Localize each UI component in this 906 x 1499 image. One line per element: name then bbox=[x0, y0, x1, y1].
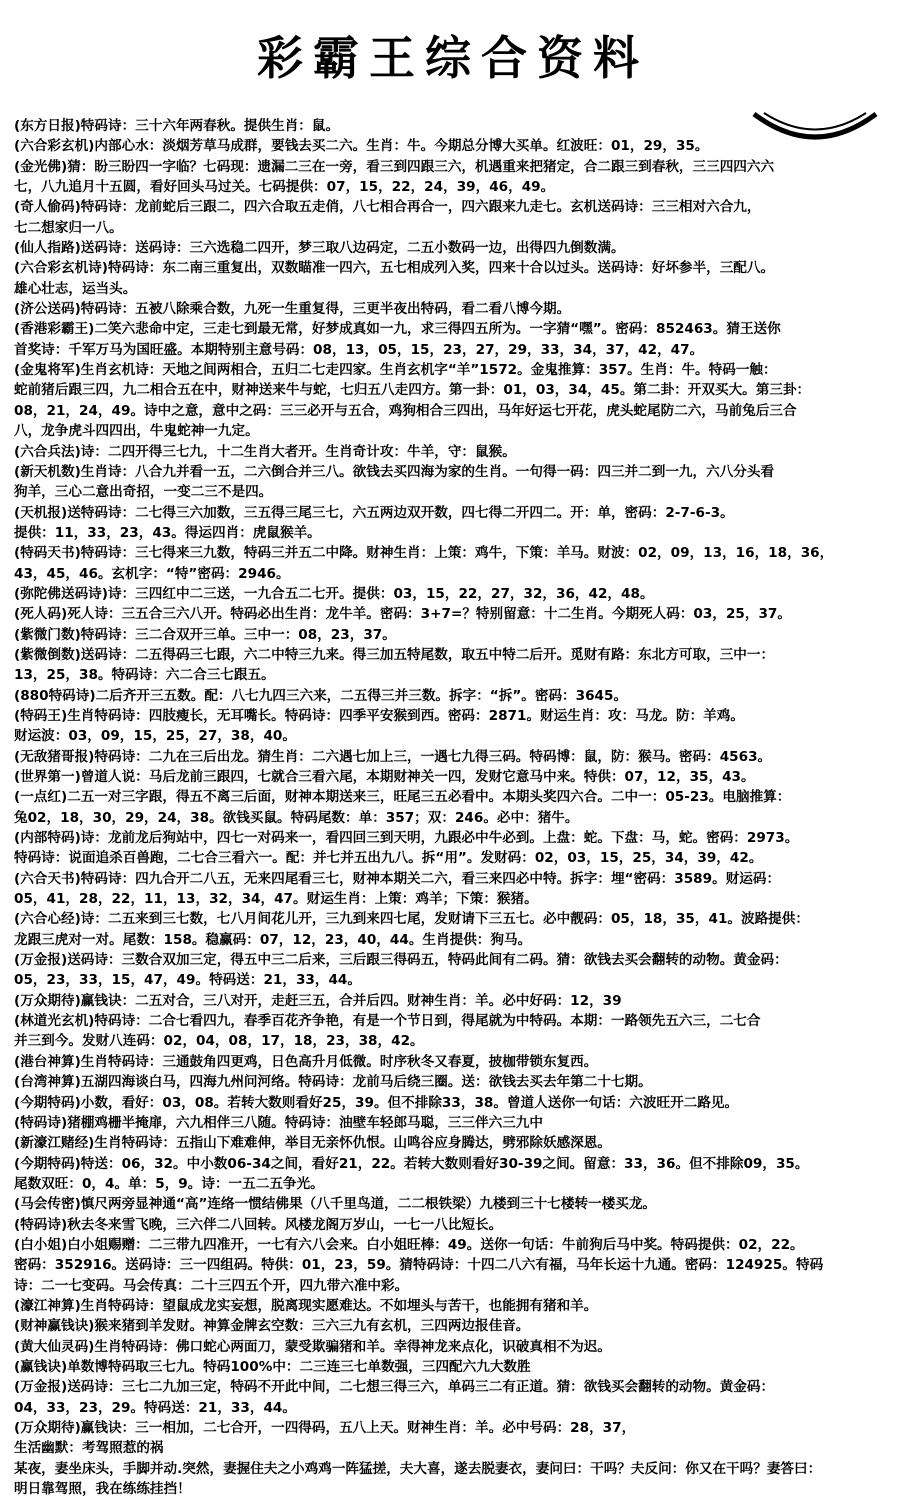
text-line: (弥陀佛送码诗)诗：三四红中二三送，一九合五二七开。提供：03，15，22，27，32，36，42，48。 bbox=[14, 585, 654, 602]
text-line: (赢钱诀)单数博特码取三七九。特码100%中：二三连三七单数强，三四配六九大数胜 bbox=[14, 1358, 531, 1375]
text-line: 财运波：03，09，15，25，27，38，40。 bbox=[14, 728, 296, 745]
text-line: (一点红)二五一对三字跟，得五不离三后面，财神本期送来三，旺尾三五必看中。本期头奖四六合。二中一：05-23。电脑推算： bbox=[14, 789, 791, 806]
text-line: 13，25，38。特码诗：六二合三七跟五。 bbox=[14, 667, 275, 684]
text-line: 04，33，23，29。特码送：21，33，44。 bbox=[14, 1399, 296, 1416]
text-line: (港台神算)生肖特码诗：三通鼓角四更鸡，日色高升月低微。时序秋冬又春夏，披枷带锁东复西。 bbox=[14, 1053, 598, 1070]
text-line: (紫微门数)特码诗：三二合双开三单。三中一：08，23，37。 bbox=[14, 626, 396, 643]
text-line: (林道光玄机)特码诗：二合七看四九，春季百花齐争艳，有是一个节日到，得尾就为中特码。本期：一路领先五六三，二七合 bbox=[14, 1013, 761, 1030]
text-line: 龙跟三虎对一对。尾数：158。稳赢码：07，12，23，40，44。生肖提供：狗马。 bbox=[14, 931, 532, 948]
text-line: (特码王)生肖特码诗：四肢瘦长，无耳嘴长。特码诗：四季平安猴到西。密码：2871。财运生肖：攻：马龙。防：羊鸡。 bbox=[14, 707, 744, 724]
text-line: 并三到今。发财八连码：02，04，08，17，18，23，38，42。 bbox=[14, 1033, 424, 1050]
text-line: 诗：二一七变码。马会传真：二十三四五个开，四九带六准中彩。 bbox=[14, 1277, 409, 1294]
text-line: (黄大仙灵码)生肖特码诗：佛口蛇心两面刀，蒙受欺骗猪和羊。幸得神龙来点化，识破真相不为迟。 bbox=[14, 1338, 611, 1355]
text-line: 明日靠驾照，我在练练挂挡！ bbox=[14, 1481, 191, 1498]
text-line: (香港彩霸王)二笑六悲命中定，三走七到最无常，好梦成真如一九，求三得四五所为。一字猜“嘿”。密码：852463。猜王送你 bbox=[14, 321, 781, 338]
text-line: (六合兵法)诗：二四开得三七九，十二生肖大者开。生肖奇计攻：牛羊，守：鼠猴。 bbox=[14, 443, 516, 460]
text-line: (六合彩玄机)内部心水：淡烟芳草马成群，要钱去买二六。生肖：牛。今期总分博大买单。红波旺：01，29，35。 bbox=[14, 138, 709, 155]
text-line: 某夜，妻坐床头，手脚并动.突然，妻握住夫之小鸡鸡一阵猛搓，夫大喜，遂去脱妻衣，妻问曰：干吗？夫反问：你又在干吗？妻答曰： bbox=[14, 1460, 822, 1477]
text-line: (金鬼将军)生肖玄机诗：天地之间两相合，五归二七走四家。生肖玄机字“羊”1572。金鬼推算：357。生肖：牛。特码一触： bbox=[14, 362, 777, 379]
text-line: (新天机数)生肖诗：八合九并看一五，二六倒合并三八。欲钱去买四海为家的生肖。一句得一码：四三并二到一九，六八分头看 bbox=[14, 463, 775, 480]
text-line: (济公送码)特码诗：五被八除乘合数，九死一生重复得，三更半夜出特码，看二看八博今期。 bbox=[14, 301, 571, 318]
text-line: (六合彩玄机诗)特码诗：东二南三重复出，双数瞄准一四六，五七相成列入奖，四来十合以过头。送码诗：好坏参半，三配八。 bbox=[14, 260, 775, 277]
text-line: (世界第一)曾道人说：马后龙前三跟四，七就合三看六尾，本期财神关一四，发财它意马中来。特供：07，12，35，43。 bbox=[14, 769, 755, 785]
text-line: (奇人偷码)特码诗：龙前蛇后三跟二，四六合取五走俏，八七相合再合一，四六跟来九走七。玄机送码诗：三三相对六合九， bbox=[14, 199, 761, 216]
text-line: 密码：352916。送码诗：三一四组码。特供：01，23，59。猜特码诗：十四二八六有福，马年长运十九通。密码：124925。特码 bbox=[14, 1257, 824, 1274]
document-body bbox=[14, 116, 894, 1499]
text-line: (无敌猪哥报)特码诗：二九在三后出龙。猜生肖：二六遇七加上三，一遇七九得三码。特码博：鼠，防：猴马。密码：4563。 bbox=[14, 748, 772, 765]
text-line: 08，21，24，49。诗中之意，意中之码：三三必开与五合，鸡狗相合三四出，马年好运七开花，虎头蛇尾防二六，马前兔后三合 bbox=[14, 402, 797, 419]
text-line: 雄心壮志，运当头。 bbox=[14, 280, 137, 297]
text-line: (万金报)送码诗：三数合双加三定，得五中三二后来，三后跟三得码五，特码此间有二码。猜：欲钱去买会翻转的动物。黄金码： bbox=[14, 952, 788, 969]
text-line: 首奖诗：千军万马为国旺盛。本期特别主意号码：08，13，05，15，23，27，29，33，34，37，42，47。 bbox=[14, 341, 704, 358]
text-line: 七二想家归一八。 bbox=[14, 219, 123, 236]
text-line: (濠江神算)生肖特码诗：望鼠成龙实妄想，脱离现实愿难达。不如埋头与苦干，也能拥有猪和羊。 bbox=[14, 1297, 598, 1314]
text-line: 兔02，18，30，29，24，38。欲钱买鼠。特码尾数：单：357；双：246。必中：猪牛。 bbox=[14, 809, 579, 826]
text-line: (马会传密)慎尺两旁显神通“高”连络一惯结佛果（八千里鸟道，二二根铁梁）九楼到三十七楼转一楼买龙。 bbox=[14, 1196, 657, 1213]
text-line: (万金报)送码诗：三七二九加三定，特码不开此中间，二七想三得三六，单码三二有正道。猜：欲钱买会翻转的动物。黄金码： bbox=[14, 1379, 775, 1396]
text-line: 八，龙争虎斗四四出，牛鬼蛇神一九定。 bbox=[14, 423, 259, 440]
text-line: 特码诗：说面追杀百兽跑，二七合三看六一。配：并七并五出九八。拆“用”。发财码：02，03，15，25，34，39，42。 bbox=[14, 850, 763, 867]
text-line: (六合天书)特码诗：四九合开二八五，无来四尾看三七，财神本期关二六，看三来四必中特。拆字：埋“密码：3589。财运码： bbox=[14, 870, 781, 887]
text-line: 提供：11，33，23，43。得运四肖：虎鼠猴羊。 bbox=[14, 524, 321, 541]
text-line: 生活幽默：考驾照惹的祸 bbox=[14, 1440, 164, 1457]
text-line: 蛇前猪后跟三四，九二相合五在中，财神送来牛与蛇，七归五八走四方。第一卦：01，03，34，45。第二卦：开双买大。第三卦： bbox=[14, 382, 811, 399]
text-line: 05，23，33，15，47，49。特码送：21，33，44。 bbox=[14, 972, 361, 989]
text-line: 七，八九追月十五圆，看好回头马过关。七码提供：07，15，22，24，39，46，49。 bbox=[14, 179, 555, 196]
text-line: 43，45，46。玄机字：“特”密码：2946。 bbox=[14, 565, 290, 582]
text-line: (台湾神算)五湖四海谈白马，四海九州问河络。特码诗：龙前马后绕三圈。送：欲钱去买去年第二十七期。 bbox=[14, 1074, 652, 1091]
text-line: (财神赢钱诀)猴来猪到羊发财。神算金牌玄空数：三六三九有玄机，三四两边报佳音。 bbox=[14, 1318, 530, 1335]
text-line: 05，41，28，22，11，13，32，34，47。财运生肖：上策：鸡羊；下策：猴猪。 bbox=[14, 891, 538, 908]
text-line: (内部特码)诗：龙前龙后狗站中，四七一对码来一，看四回三到天明，九跟必中牛必到。上盘：蛇。下盘：马，蛇。密码：2973。 bbox=[14, 830, 799, 847]
text-line: (金光佛)猜：盼三盼四一字临？七码现：遗漏二三在一旁，看三到四跟三六，机遇重来把猪定，合二跟三到春秋，三三四四六六 bbox=[14, 158, 775, 175]
text-line: (死人码)死人诗：三五合三六八开。特码必出生肖：龙牛羊。密码：3+7=？特别留意：十二生肖。今期死人码：03，25，37。 bbox=[14, 606, 791, 623]
text-line: 狗羊，三心二意出奇招，一变二三不是四。 bbox=[14, 484, 273, 501]
text-line: (特码诗)猪棚鸡栅半掩扉，六九相伴三八随。特码诗：油壁车轻郎马聪，三三伴六三九中 bbox=[14, 1114, 543, 1131]
page-title: 彩霸王综合资料 bbox=[257, 31, 649, 85]
text-line: (万众期待)赢钱诀：三一相加，二七合开，一四得码，五八上天。财神生肖：羊。必中号码：28，37， bbox=[14, 1420, 636, 1436]
text-line: 尾数双旺：0，4。单：5，9。诗：一五二五争光。 bbox=[14, 1175, 324, 1192]
text-line: (880特码诗)二后齐开三五数。配：八七九四三六来，二五得三并三数。拆字：“拆”。密码：3645。 bbox=[14, 687, 628, 704]
text-line: (特码诗)秋去冬来雪飞晚，三六伴二八回转。风楼龙阁万岁山，一七一八比短长。 bbox=[14, 1216, 503, 1233]
text-line: (白小姐)白小姐赐赠：二三带九四准开，一七有六八会来。白小姐旺棒：49。送你一句话：牛前狗后马中奖。特码提供：02，22。 bbox=[14, 1236, 804, 1253]
text-line: (今期特码)特送：06，32。中小数06-34之间，看好21，22。若转大数则看好30-39之间。留意：33，36。但不排除09，35。 bbox=[14, 1155, 809, 1172]
text-line: (特码天书)特码诗：三七得来三九数，特码三并五二中降。财神生肖：上策：鸡牛，下策：羊马。财波：02，09，13，16，18，36， bbox=[14, 545, 834, 562]
text-line: (东方日报)特码诗：三十六年两春秋。提供生肖：鼠。 bbox=[14, 118, 340, 134]
text-line: (新濠江赌经)生肖特码诗：五指山下难难伸，举目无亲怀仇恨。山鸣谷应身腾达，劈邪除妖感深恩。 bbox=[14, 1135, 611, 1152]
text-line: (仙人指路)送码诗：送码诗：三六选稳二四开，梦三取八边码定，二五小数码一边，出得四九倒数满。 bbox=[14, 240, 625, 257]
text-line: (今期特码)小数，看好：03，08。若转大数则看好25，39。但不排除33，38。曾道人送你一句话：六波旺开二路见。 bbox=[14, 1094, 739, 1111]
text-line: (万众期待)赢钱诀：二五对合，三八对开，走赶三五，合并后四。财神生肖：羊。必中好码：12，39 bbox=[14, 992, 622, 1009]
text-line: (六合心经)诗：二五来到三七数，七八月间花儿开，三九到来四七尾，发财请下三五七。必中靓码：05，18，35，41。波路提供： bbox=[14, 911, 809, 928]
text-line: (紫微倒数)送码诗：二五得码三七跟，六二中特三九来。得三加五特尾数，取五中特二后开。觅财有路：东北方可取，三中一： bbox=[14, 646, 775, 663]
text-line: (天机报)送特码诗：二七得三六加数，三五得三尾三七，六五两边双开数，四七得二开四二。开：单，密码：2-7-6-3。 bbox=[14, 504, 734, 521]
